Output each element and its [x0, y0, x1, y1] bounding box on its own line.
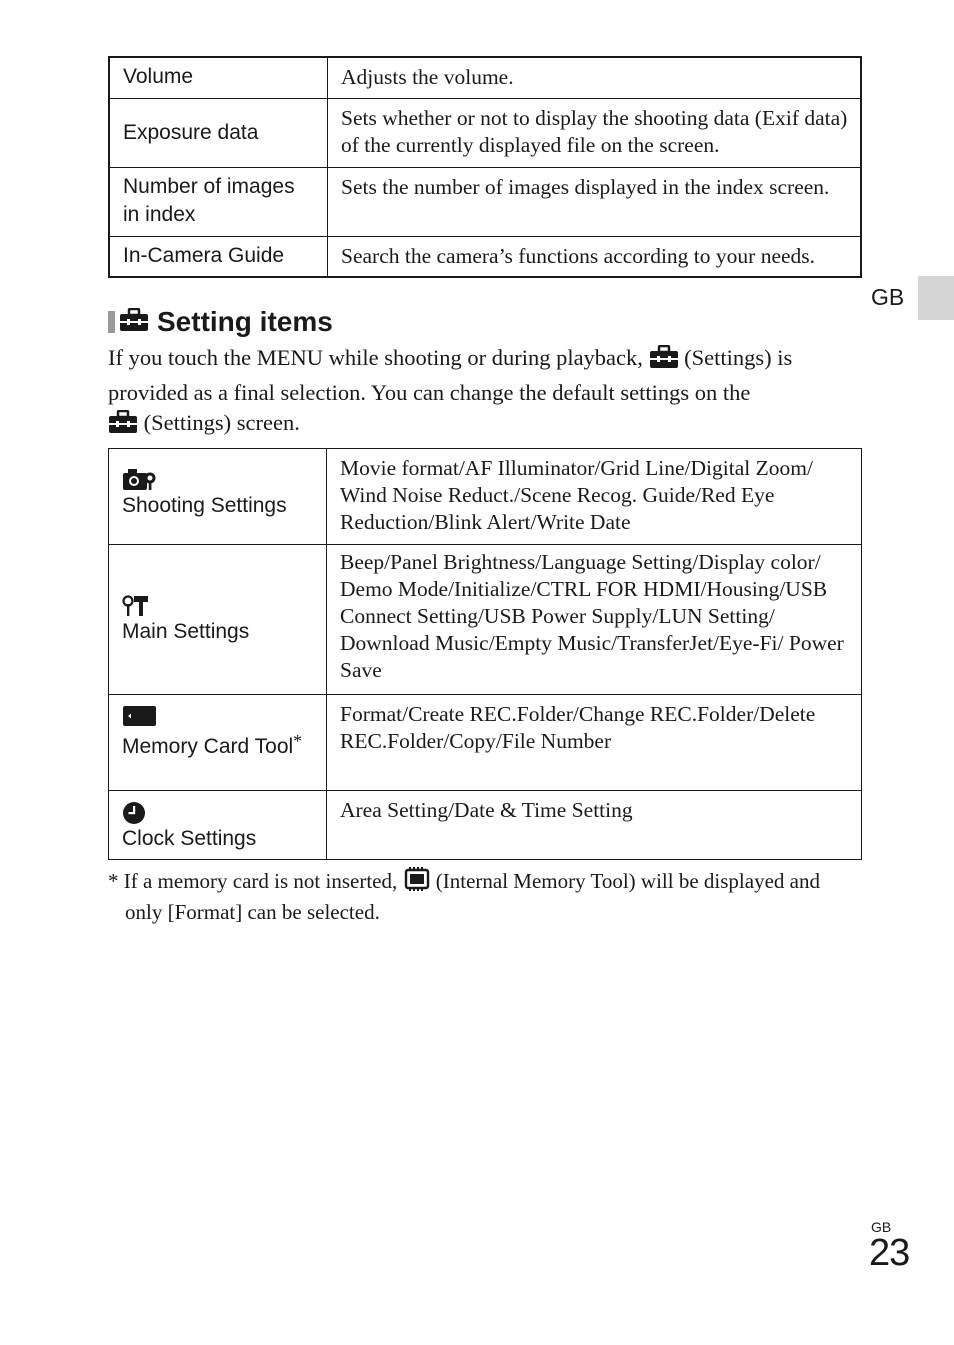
intro-text: If you touch the MENU while shooting or during playback, — [108, 345, 643, 370]
toolbox-icon — [108, 410, 138, 443]
page-region-label: GB — [871, 1219, 892, 1235]
setting-label: Main Settings — [122, 620, 250, 643]
row-description: Adjusts the volume. — [341, 65, 514, 89]
row-label: In-Camera Guide — [123, 243, 285, 267]
tools-icon — [122, 593, 318, 619]
language-tab — [918, 276, 954, 320]
toolbox-icon — [119, 308, 149, 337]
memory-card-icon — [122, 703, 318, 729]
row-label: Number of images in index — [123, 174, 295, 226]
row-description: Sets the number of images displayed in the index screen. — [341, 174, 830, 199]
footnote-mark: * — [108, 869, 119, 893]
setting-description: Area Setting/Date & Time Setting — [340, 798, 633, 822]
clock-icon — [122, 800, 318, 826]
table-row — [109, 449, 862, 545]
table-row — [109, 57, 861, 98]
table-row — [109, 167, 861, 236]
table-row — [109, 98, 861, 167]
table-row — [109, 791, 862, 860]
setting-label: Memory Card Tool — [122, 735, 294, 758]
language-tab-label: GB — [871, 284, 905, 310]
footnote-text: only [Format] can be selected. — [125, 900, 380, 924]
footnote-mark: * — [293, 731, 303, 751]
row-label: Volume — [123, 65, 194, 88]
heading-bar — [108, 311, 115, 333]
row-label: Exposure data — [123, 120, 259, 144]
table-row — [109, 695, 862, 791]
setting-description: Format/Create REC.Folder/Change REC.Folder/Delete REC.Folder/Copy/File Number — [340, 702, 816, 753]
intro-paragraph — [108, 343, 868, 443]
toolbox-icon — [649, 345, 679, 378]
internal-memory-icon — [403, 866, 431, 899]
footnote — [108, 866, 868, 926]
setting-description: Movie format/AF Illuminator/Grid Line/Digital Zoom/ Wind Noise Reduct./Scene Recog. Guide/Red Eye Reduction/Blink Alert/Write Date — [340, 456, 813, 534]
section-title: Setting items — [157, 306, 333, 337]
footnote-text: (Internal Memory Tool) will be displayed and — [435, 869, 820, 893]
camera-settings-icon — [122, 467, 318, 493]
row-description: Search the camera’s functions according to your needs. — [341, 243, 816, 268]
section-heading — [108, 304, 333, 340]
settings-table — [108, 448, 862, 860]
page-number: 23 — [869, 1232, 910, 1274]
intro-text: (Settings) screen. — [143, 410, 300, 435]
table-row — [109, 545, 862, 695]
footnote-text: If a memory card is not inserted, — [123, 869, 398, 893]
display-settings-table — [108, 56, 862, 278]
row-description: Sets whether or not to display the shooting data (Exif data) of the currently displayed file on the screen. — [341, 105, 848, 157]
setting-label: Clock Settings — [122, 827, 257, 850]
table-row — [109, 236, 861, 277]
setting-label: Shooting Settings — [122, 494, 287, 517]
intro-text: (Settings) is provided as a final selection. You can change the default settings on the — [108, 345, 793, 405]
setting-description: Beep/Panel Brightness/Language Setting/Display color/ Demo Mode/Initialize/CTRL FOR HDMI/Housing/USB Connect Setting/USB Power Supply/LUN Setting/ Download Music/Empty Music/TransferJet/Eye-Fi/ Power Save — [340, 550, 844, 682]
